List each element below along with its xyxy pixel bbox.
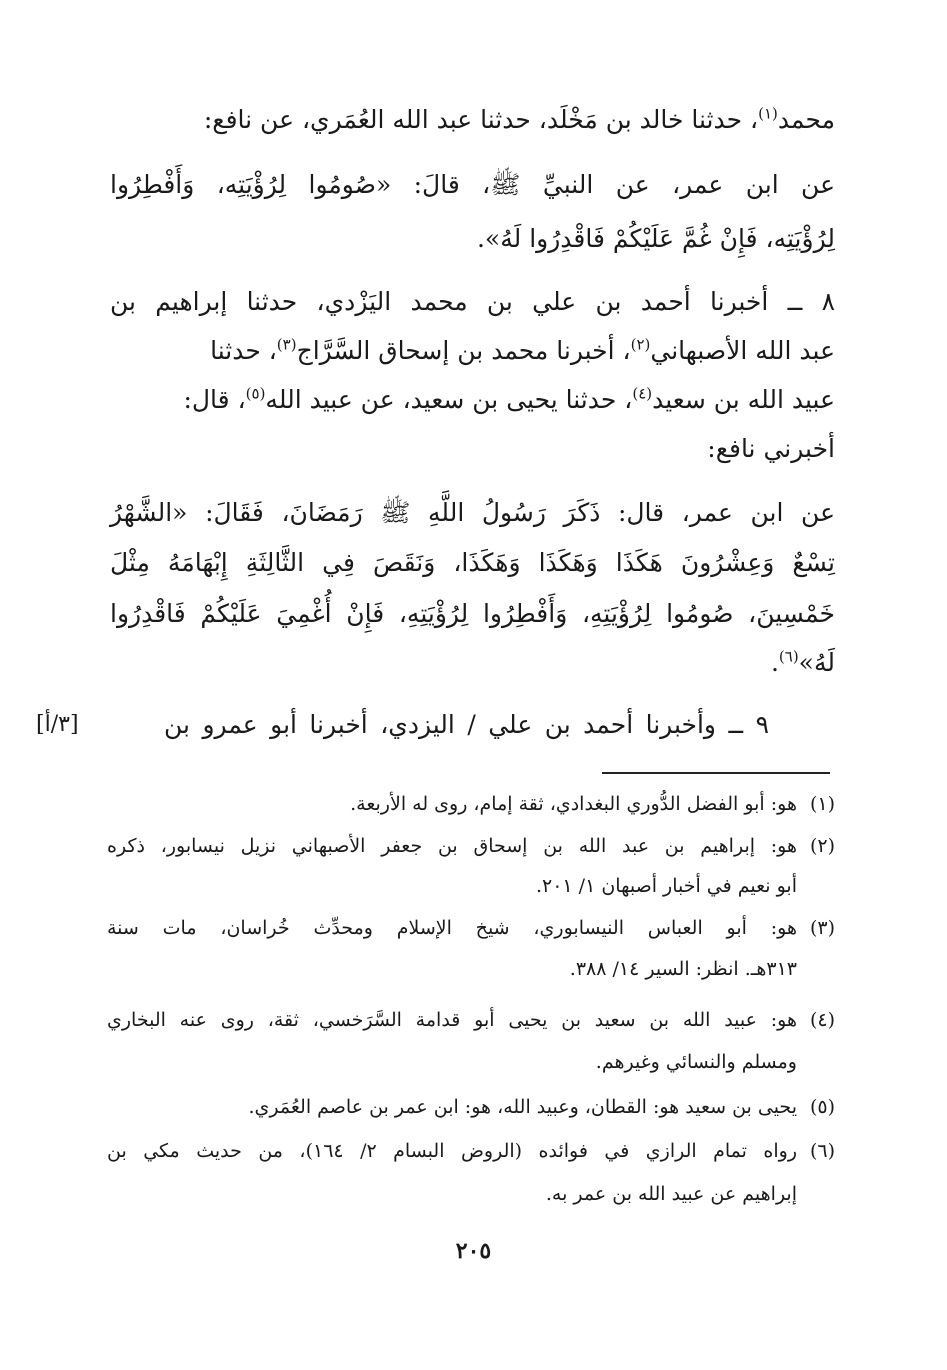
body-text: ٨ ــ أخبرنا أحمد بن علي بن محمد اليَزْدي، حدثنا إبراهيم بن xyxy=(110,287,835,316)
footnote-number: (٣) xyxy=(809,917,835,939)
body-text: ٩ ــ وأخبرنا أحمد بن علي / اليزدي، أخبرنا أبو عمرو بن xyxy=(164,710,769,739)
body-line-9 xyxy=(110,546,835,580)
manuscript-folio-marker: [٣/أ] xyxy=(36,712,79,737)
footnote-number: (٢) xyxy=(809,835,835,857)
body-line-5 xyxy=(110,334,835,368)
body-text: عن ابن عمر، قال: ذَكَرَ رَسُولُ اللَّهِ ﷺ رَمَضَانَ، فَقَالَ: «الشَّهْرُ xyxy=(110,498,835,527)
footnote-4-cont xyxy=(0,1048,947,1076)
footnote-text: هو: عبيد الله بن سعيد بن يحيى أبو قدامة السَّرَخسي، ثقة، روى عنه البخاري xyxy=(107,1009,797,1031)
body-line-1 xyxy=(110,103,835,137)
body-text: ، حدثنا xyxy=(210,336,277,365)
footnote-number: (٤) xyxy=(809,1009,835,1031)
footnote-text: أبو نعيم في أخبار أصبهان ١/ ٢٠١. xyxy=(535,875,797,897)
body-line-11 xyxy=(110,646,835,680)
body-text: خَمْسِينَ، صُومُوا لِرُؤْيَتِهِ، وَأَفْطِرُوا لِرُؤْيَتِهِ، فَإِنْ أُغْمِيَ عَلَيْكُمْ فَاقْدِرُوا xyxy=(110,599,835,628)
body-text: عن ابن عمر، عن النبيِّ ﷺ، قالَ: «صُومُوا لِرُؤْيَتِه، وَأَفْطِرُوا xyxy=(110,170,835,199)
footnote-6 xyxy=(0,1137,947,1165)
footnote-5 xyxy=(0,1093,947,1121)
body-text: . xyxy=(770,648,779,677)
footnote-text: يحيى بن سعيد هو: القطان، وعبيد الله، هو: ابن عمر بن عاصم العُمَري. xyxy=(248,1096,797,1118)
footnote-text: ٣١٣هـ. انظر: السير ١٤/ ٣٨٨. xyxy=(569,958,797,980)
body-line-6 xyxy=(110,383,835,417)
body-text: عبد الله الأصبهاني xyxy=(650,336,835,365)
footnote-3-cont xyxy=(0,955,947,983)
footnote-1 xyxy=(0,790,947,818)
footnote-2 xyxy=(0,832,947,860)
body-text: عبيد الله بن سعيد xyxy=(652,385,835,414)
footnote-ref: (٥) xyxy=(245,384,266,403)
body-text: لَهُ» xyxy=(798,648,835,677)
footnote-separator xyxy=(602,772,830,774)
body-text: ، حدثنا يحيى بن سعيد، عن عبيد الله xyxy=(265,385,633,414)
body-text: لِرُؤْيَتِه، فَإِنْ غُمَّ عَلَيْكُمْ فَاقْدِرُوا لَهُ». xyxy=(476,224,835,253)
footnote-2-cont xyxy=(0,872,947,900)
footnote-ref: (١) xyxy=(758,104,778,123)
body-line-4 xyxy=(110,285,835,319)
footnote-text: إبراهيم عن عبيد الله بن عمر به. xyxy=(545,1183,797,1205)
footnote-3 xyxy=(0,914,947,942)
body-text: ، أخبرنا محمد بن إسحاق السَّرَّاج xyxy=(296,336,631,365)
footnote-text: هو: أبو الفضل الدُّوري البغدادي، ثقة إمام، روى له الأربعة. xyxy=(350,793,797,815)
footnote-text: هو: أبو العباس النيسابوري، شيخ الإسلام ومحدِّث خُراسان، مات سنة xyxy=(107,917,797,939)
footnote-4 xyxy=(0,1006,947,1034)
body-text: أخبرني نافع: xyxy=(707,434,835,463)
body-text: محمد xyxy=(777,105,835,134)
footnote-text: ومسلم والنسائي وغيرهم. xyxy=(595,1051,797,1073)
body-line-12 xyxy=(164,708,769,742)
footnote-ref: (٣) xyxy=(276,335,297,354)
footnote-number: (١) xyxy=(809,793,835,815)
footnote-ref: (٤) xyxy=(632,384,653,403)
body-line-7 xyxy=(110,432,835,466)
body-line-2 xyxy=(110,168,835,202)
footnote-number: (٥) xyxy=(809,1096,835,1118)
body-line-10 xyxy=(110,597,835,631)
footnote-number: (٦) xyxy=(809,1140,835,1162)
body-text: ، قال: xyxy=(183,385,246,414)
footnote-ref: (٢) xyxy=(630,335,651,354)
footnote-text: هو: إبراهيم بن عبد الله بن إسحاق بن جعفر الأصبهاني نزيل نيسابور، ذكره xyxy=(107,835,797,857)
body-text: ، حدثنا خالد بن مَخْلَد، حدثنا عبد الله العُمَري، عن نافع: xyxy=(203,105,759,134)
footnote-text: رواه تمام الرازي في فوائده (الروض البسام ٢/ ١٦٤)، من حديث مكي بن xyxy=(107,1140,797,1162)
body-line-3 xyxy=(110,222,835,256)
body-line-8 xyxy=(110,496,835,530)
page-number: ٢٠٥ xyxy=(455,1238,492,1264)
body-text: تِسْعٌ وَعِشْرُونَ هَكَذَا وَهَكَذَا وَهَكَذَا، وَنَقَصَ فِي الثَّالِثَةِ إِبْهَامَهُ مِثْلَ xyxy=(110,548,835,577)
footnote-ref: (٦) xyxy=(778,647,799,666)
footnote-6-cont xyxy=(0,1180,947,1208)
